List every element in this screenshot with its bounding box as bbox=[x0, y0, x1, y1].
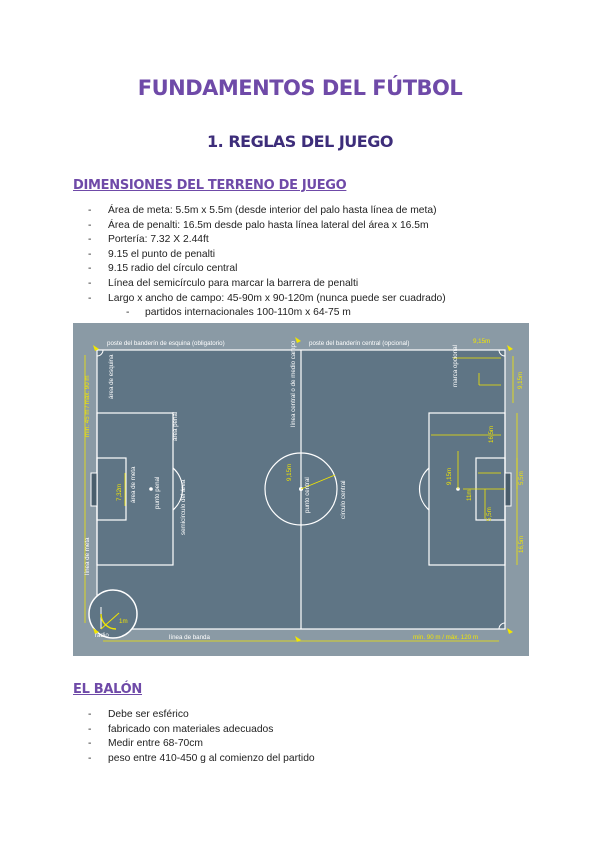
dim-11: 11m bbox=[466, 489, 473, 501]
list-item: - Área de penalti: 16.5m desde palo hasta línea lateral del área x 16.5m bbox=[88, 219, 446, 234]
radio-label: radio bbox=[95, 632, 109, 639]
list-item: - Largo x ancho de campo: 45-90m x 90-120m (nunca puede ser cuadrado) bbox=[88, 292, 446, 307]
linea-meta-label: línea de meta bbox=[84, 537, 91, 575]
circulo-central-label: círculo central bbox=[340, 480, 347, 519]
width-range-label: mín. 45 m / máx. 90 m bbox=[84, 375, 91, 437]
marca-opcional-label: marca opcional bbox=[452, 345, 459, 387]
list-item: - fabricado con materiales adecuados bbox=[88, 723, 315, 738]
list-item: - Área de meta: 5.5m x 5.5m (desde interior del palo hasta línea de meta) bbox=[88, 204, 446, 219]
punto-penal-label: punto penal bbox=[154, 476, 161, 509]
list-item: - peso entre 410-450 g al comienzo del partido bbox=[88, 752, 315, 767]
list-item: - Portería: 7.32 X 2.44ft bbox=[88, 233, 446, 248]
dim-165-h: 16,5m bbox=[488, 425, 495, 443]
ball-heading: EL BALÓN bbox=[73, 682, 143, 697]
left-penalty-spot bbox=[149, 487, 153, 491]
length-range-label: mín. 90 m / máx. 120 m bbox=[413, 634, 478, 641]
dim-55: 5,5m bbox=[518, 471, 525, 485]
goal-732-label: 7,32m bbox=[116, 483, 123, 501]
list-item: - 9.15 radio del círculo central bbox=[88, 262, 446, 277]
list-item: - Línea del semicírculo para marcar la barrera de penalti bbox=[88, 277, 446, 292]
area-penal-label: área penal bbox=[172, 411, 179, 441]
r-915: 9,15m bbox=[446, 467, 453, 485]
dim-915-right: 9,15m bbox=[517, 371, 524, 389]
page-title: FUNDAMENTOS DEL FÚTBOL bbox=[137, 76, 463, 100]
list-item: - Debe ser esférico bbox=[88, 708, 315, 723]
list-item: - 9.15 el punto de penalti bbox=[88, 248, 446, 263]
linea-banda-label: línea de banda bbox=[169, 634, 210, 641]
ball-list bbox=[88, 708, 315, 766]
dimensions-list bbox=[88, 204, 446, 321]
dim-55-b: 5,5m bbox=[486, 507, 493, 521]
one-m-label: 1m bbox=[119, 618, 128, 625]
center-flag-label: poste del banderín central (opcional) bbox=[309, 340, 410, 347]
list-subitem: - partidos internacionales 100-110m x 64-75 m bbox=[88, 306, 446, 321]
right-goal bbox=[505, 473, 511, 506]
section-title: 1. REGLAS DEL JUEGO bbox=[207, 132, 393, 151]
center-915-label: 9,15m bbox=[286, 463, 293, 481]
punto-central-label: punto central bbox=[304, 477, 311, 513]
area-meta-label: área de meta bbox=[130, 466, 137, 503]
semicirculo-label: semicírculo del área bbox=[180, 479, 187, 535]
dim-915-top: 9,15m bbox=[473, 338, 491, 345]
list-item: - Medir entre 68-70cm bbox=[88, 737, 315, 752]
pitch-diagram bbox=[73, 323, 529, 656]
dimensions-heading: DIMENSIONES DEL TERRENO DE JUEGO bbox=[73, 178, 347, 193]
corner-flag-label: poste del banderín de esquina (obligatorio) bbox=[107, 340, 225, 347]
area-esquina-label: área de esquina bbox=[108, 354, 115, 399]
dim-165-v: 16,5m bbox=[518, 535, 525, 553]
left-goal bbox=[91, 473, 97, 506]
linea-central-label: línea central o de medio campo bbox=[290, 340, 297, 427]
